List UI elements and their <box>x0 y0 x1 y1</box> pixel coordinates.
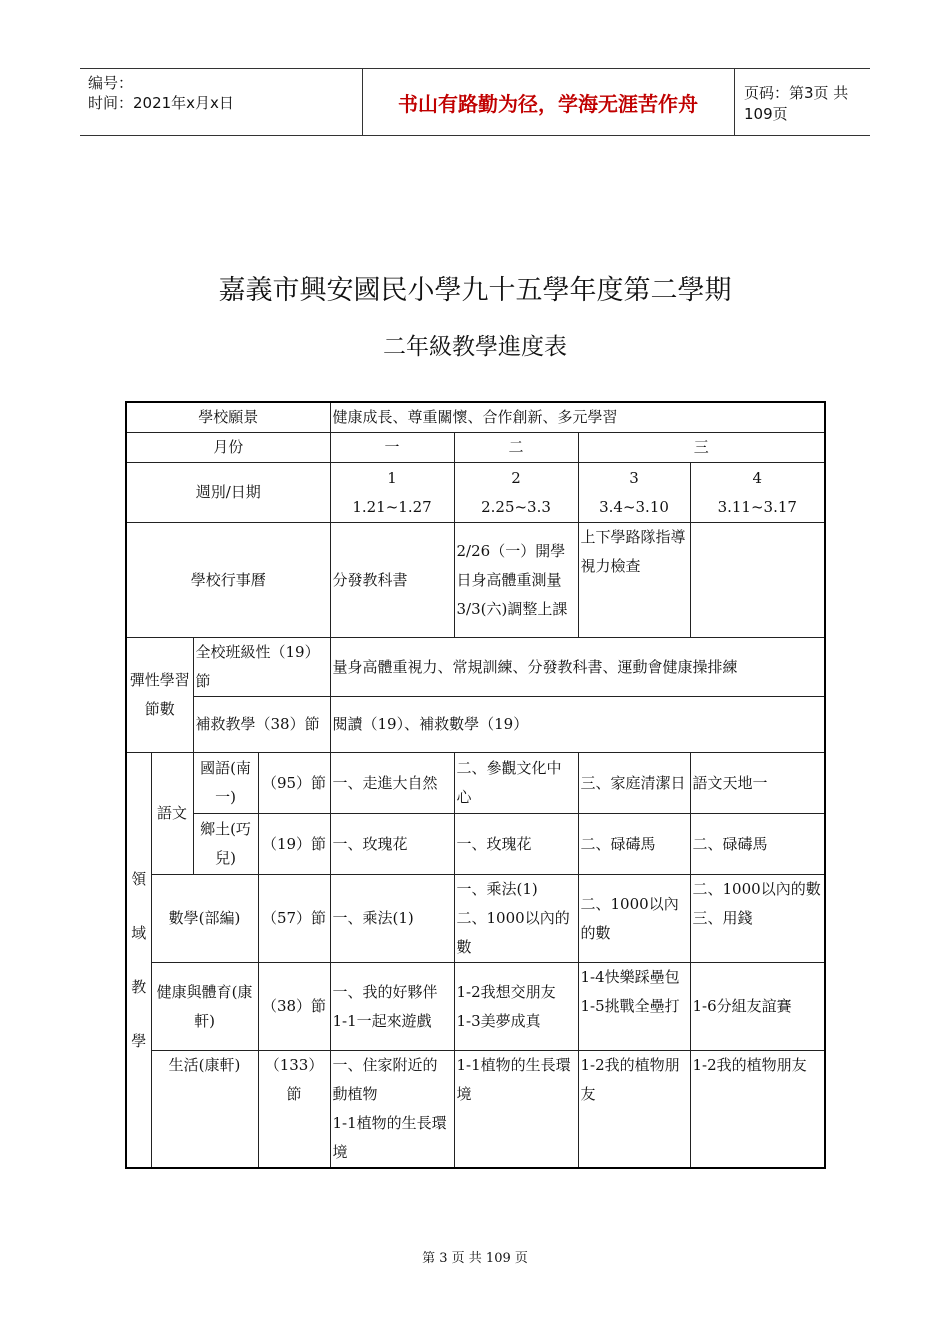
subject-name: 鄉土(巧兒) <box>193 814 258 875</box>
subject-row <box>126 1051 825 1169</box>
week-number: 1 <box>387 468 397 487</box>
week-cell <box>454 463 578 523</box>
page-header <box>80 68 870 136</box>
motto: 书山有路勤为径，学海无涯苦作舟 <box>398 92 698 116</box>
event-cell: 上下學路隊指導 視力檢查 <box>578 523 690 638</box>
flex-row <box>126 697 825 753</box>
flex-row-label: 全校班級性（19）節 <box>193 638 330 697</box>
week-row <box>126 463 825 523</box>
subject-week: 1-4快樂踩壘包 1-5挑戰全壘打 <box>578 963 690 1051</box>
week-label: 週別/日期 <box>126 463 330 523</box>
event-cell: 2/26（一）開學日身高體重測量3/3(六)調整上課 <box>454 523 578 638</box>
subject-week: 二、碌碡馬 <box>578 814 690 875</box>
subject-hours: （19）節 <box>258 814 330 875</box>
subject-week: 1-6分組友誼賽 <box>690 963 825 1051</box>
week-number: 3 <box>629 468 639 487</box>
month-cell: 二 <box>454 433 578 463</box>
subject-week: 1-2我的植物朋友 <box>578 1051 690 1169</box>
week-cell <box>690 463 825 523</box>
event-cell: 分發教科書 <box>330 523 454 638</box>
page-footer: 第 3 页 共 109 页 <box>422 1251 528 1266</box>
subject-week: 一、乘法(1) <box>330 875 454 963</box>
subject-week: 1-2我的植物朋友 <box>690 1051 825 1169</box>
week-date: 2.25~3.3 <box>481 497 551 516</box>
language-label: 語文 <box>151 753 193 875</box>
subject-week: 一、我的好夥伴 1-1一起來遊戲 <box>330 963 454 1051</box>
flex-row <box>126 638 825 697</box>
flex-row-label: 補救教學（38）節 <box>193 697 330 753</box>
flex-row-value: 量身高體重視力、常規訓練、分發教科書、運動會健康操排練 <box>330 638 825 697</box>
week-date: 3.4~3.10 <box>599 497 669 516</box>
subject-week: 二、碌碡馬 <box>690 814 825 875</box>
subject-hours: （133）節 <box>258 1051 330 1169</box>
page-info: 页码：第3页 共109页 <box>744 83 849 123</box>
subject-hours: （38）節 <box>258 963 330 1051</box>
document-title: 嘉義市興安國民小學九十五學年度第二學期 <box>218 275 732 306</box>
schedule-table <box>125 401 826 1169</box>
subject-week: 1-2我想交朋友 1-3美夢成真 <box>454 963 578 1051</box>
month-cell: 一 <box>330 433 454 463</box>
subject-week: 二、1000以內的數 三、用錢 <box>690 875 825 963</box>
subject-week: 二、參觀文化中心 <box>454 753 578 814</box>
subject-row <box>126 875 825 963</box>
vision-value: 健康成長、尊重關懷、合作創新、多元學習 <box>330 402 825 433</box>
subject-week: 一、乘法(1) 二、1000以內的數 <box>454 875 578 963</box>
subject-name: 國語(南一) <box>193 753 258 814</box>
subject-week: 1-1植物的生長環境 <box>454 1051 578 1169</box>
flex-row-value: 閱讀（19）、補救數學（19） <box>330 697 825 753</box>
subject-name: 數學(部編) <box>151 875 258 963</box>
domain-label: 領域教學 <box>126 753 151 1169</box>
subject-row <box>126 814 825 875</box>
events-label: 學校行事曆 <box>126 523 330 638</box>
document-subtitle: 二年級教學進度表 <box>383 334 567 360</box>
subject-row <box>126 753 825 814</box>
week-date: 1.21~1.27 <box>352 497 432 516</box>
subject-week: 一、走進大自然 <box>330 753 454 814</box>
number-label: 编号： <box>88 74 134 92</box>
subject-week: 一、住家附近的動植物 1-1植物的生長環境 <box>330 1051 454 1169</box>
vision-label: 學校願景 <box>126 402 330 433</box>
subject-week: 一、玫瑰花 <box>454 814 578 875</box>
week-cell <box>578 463 690 523</box>
subject-hours: （57）節 <box>258 875 330 963</box>
subject-week: 一、玫瑰花 <box>330 814 454 875</box>
subject-week: 三、家庭清潔日 <box>578 753 690 814</box>
week-cell <box>330 463 454 523</box>
week-number: 4 <box>752 468 763 487</box>
week-number: 2 <box>511 468 521 487</box>
vision-row <box>126 402 825 433</box>
week-date: 3.11~3.17 <box>717 497 797 516</box>
subject-hours: （95）節 <box>258 753 330 814</box>
subject-week: 二、1000以內的數 <box>578 875 690 963</box>
subject-week: 語文天地一 <box>690 753 825 814</box>
month-cell: 三 <box>578 433 825 463</box>
divider <box>734 69 735 136</box>
subject-name: 健康與體育(康軒) <box>151 963 258 1051</box>
time-label: 时间：2021年x月x日 <box>88 94 234 112</box>
month-label: 月份 <box>126 433 330 463</box>
events-row <box>126 523 825 638</box>
flex-label: 彈性學習節數 <box>126 638 193 753</box>
header-meta <box>88 73 288 113</box>
month-row <box>126 433 825 463</box>
subject-row <box>126 963 825 1051</box>
event-cell <box>690 523 825 638</box>
subject-name: 生活(康軒) <box>151 1051 258 1169</box>
